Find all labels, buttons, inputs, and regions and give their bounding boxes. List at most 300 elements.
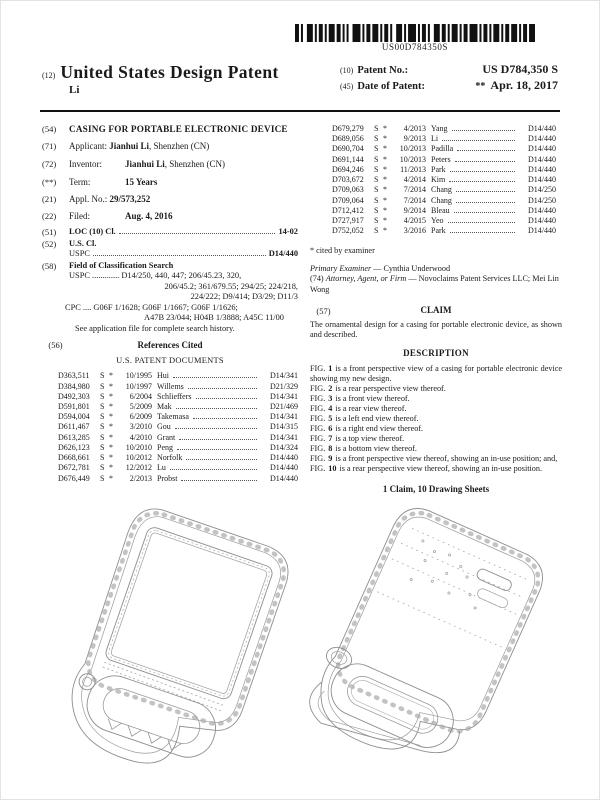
ref-kind-code: S xyxy=(374,124,379,133)
figure-text: is a bottom view thereof. xyxy=(335,444,417,454)
ref-date: 3/2010 xyxy=(129,422,152,432)
ref-date: 4/2013 xyxy=(403,124,426,133)
attorney-name: — Novoclaims Patent Services LLC; Mei Lin Wong xyxy=(310,274,559,294)
ref-number: D709,064 xyxy=(332,195,364,205)
ref-inventor: Chang xyxy=(431,185,452,195)
ref-inventor: Chang xyxy=(431,195,452,205)
ref-cited-marker: * xyxy=(383,154,387,164)
reference-row xyxy=(332,134,556,144)
term-label: Term: xyxy=(69,176,91,187)
us-patent-documents-heading: U.S. PATENT DOCUMENTS xyxy=(116,356,224,366)
ref-inventor: Schlieffers xyxy=(157,391,192,401)
primary-examiner-line xyxy=(310,264,562,275)
field-72-num: (72) xyxy=(42,158,57,169)
ref-kind-code: S xyxy=(374,216,379,226)
field-22-num: (22) xyxy=(42,211,57,222)
ref-cited-marker: * xyxy=(383,216,387,226)
ref-kind-code: S xyxy=(100,432,105,442)
invention-title: CASING FOR PORTABLE ELECTRONIC DEVICE xyxy=(69,124,288,134)
figure-number: 1 xyxy=(328,364,333,374)
ref-classification: D14/440 xyxy=(270,463,298,473)
ref-cited-marker: * xyxy=(383,185,387,195)
ref-number: D384,980 xyxy=(58,381,90,391)
field-57-num: (57) xyxy=(316,305,331,316)
figure-label: FIG. xyxy=(310,394,326,404)
barcode-text: US00D784350S xyxy=(381,42,449,52)
ref-date: 10/2010 xyxy=(125,442,152,452)
us-patent-documents-table-right xyxy=(332,124,556,237)
ref-cited-marker: * xyxy=(109,371,113,381)
figure-description xyxy=(310,424,562,434)
date-of-patent-value: Apr. 18, 2017 xyxy=(490,77,558,92)
ref-inventor: Gou xyxy=(157,422,171,432)
ref-inventor: Park xyxy=(431,226,446,236)
inventor-surname: Li xyxy=(69,84,80,96)
search-line: 206/45.2; 361/679.55; 294/25; 224/218, xyxy=(164,281,298,291)
ref-number: D613,285 xyxy=(58,432,90,442)
ref-number: D691,144 xyxy=(332,154,364,164)
figure-text: is a left end view thereof. xyxy=(335,414,419,424)
applicant-name: Jianhui Li xyxy=(109,141,150,152)
figure-label: FIG. xyxy=(310,384,326,394)
ref-number: D690,704 xyxy=(332,144,364,154)
figure-label: FIG. xyxy=(310,454,326,464)
figure-label: FIG. xyxy=(310,424,326,434)
figure-number: 3 xyxy=(328,394,333,404)
header-left xyxy=(42,62,279,96)
ref-cited-marker: * xyxy=(109,473,113,483)
ref-inventor: Li xyxy=(431,134,439,144)
ref-kind-code: S xyxy=(374,226,379,236)
ref-date: 9/2013 xyxy=(403,134,426,144)
ref-classification: D14/341 xyxy=(270,391,298,401)
figure-text: is a rear perspective view thereof, showing an in-use position. xyxy=(339,464,543,474)
ref-number: D676,449 xyxy=(58,473,90,483)
ref-number: D709,063 xyxy=(332,185,364,195)
ref-cited-marker: * xyxy=(109,453,113,463)
dotted-leader xyxy=(176,408,257,409)
ref-date: 7/2014 xyxy=(403,185,426,195)
ref-cited-marker: * xyxy=(109,422,113,432)
figure-label: FIG. xyxy=(310,404,326,414)
reference-row xyxy=(58,392,298,402)
dotted-leader xyxy=(456,191,515,192)
reference-row xyxy=(332,144,556,154)
reference-row xyxy=(332,206,556,216)
ref-date: 6/2004 xyxy=(129,391,152,401)
figure-description xyxy=(310,444,562,454)
figure-description xyxy=(310,404,562,414)
ref-date: 10/2013 xyxy=(399,144,426,154)
description-heading: DESCRIPTION xyxy=(403,347,469,358)
date-label: Date of Patent: xyxy=(357,80,425,92)
applicant-line xyxy=(69,141,298,152)
figure-text: is a right end view thereof. xyxy=(335,424,424,434)
appl-no-value: 29/573,252 xyxy=(109,194,151,205)
ref-kind-code: S xyxy=(374,154,379,164)
ref-number: D727,917 xyxy=(332,216,364,226)
header xyxy=(42,62,558,96)
reference-row xyxy=(58,463,298,473)
ref-number: D703,672 xyxy=(332,175,364,185)
figure-number: 4 xyxy=(328,404,333,414)
ref-inventor: Grant xyxy=(157,432,176,442)
ref-kind-code: S xyxy=(374,144,379,154)
figure-text: is a rear perspective view thereof. xyxy=(335,384,446,394)
ref-classification: D14/440 xyxy=(270,473,298,483)
search-line: See application file for complete search history. xyxy=(75,323,235,333)
dotted-leader xyxy=(170,469,257,470)
search-line: 224/222; D9/414; D3/29; D11/3 xyxy=(190,292,298,302)
ref-classification: D14/440 xyxy=(528,164,556,174)
uspc-line xyxy=(69,249,298,259)
ref-date: 7/2014 xyxy=(403,195,426,205)
ref-classification: D14/440 xyxy=(528,134,556,144)
ref-date: 6/2009 xyxy=(129,412,152,422)
ref-date: 10/1995 xyxy=(125,371,152,381)
inventor-label: Inventor: xyxy=(69,158,102,169)
dotted-leader xyxy=(456,202,515,203)
reference-row xyxy=(332,185,556,195)
dotted-leader xyxy=(177,449,257,450)
ref-cited-marker: * xyxy=(109,463,113,473)
attorney-line xyxy=(310,274,562,295)
ref-inventor: Probst xyxy=(157,473,178,483)
figure-label: FIG. xyxy=(310,444,326,454)
applicant-rest: , Shenzhen (CN) xyxy=(149,141,210,152)
ref-number: D594,004 xyxy=(58,412,90,422)
ref-inventor: Hui xyxy=(157,371,169,381)
reference-row xyxy=(332,196,556,206)
ref-kind-code: S xyxy=(100,422,105,432)
reference-row xyxy=(58,443,298,453)
ref-cited-marker: * xyxy=(109,391,113,401)
figure-description xyxy=(310,434,562,444)
ref-inventor: Kim xyxy=(431,175,446,185)
right-column xyxy=(310,124,562,495)
ref-date: 9/2014 xyxy=(403,205,426,215)
ref-cited-marker: * xyxy=(383,205,387,215)
ref-kind-code: S xyxy=(374,185,379,195)
ref-number: D672,781 xyxy=(58,463,90,473)
reference-row xyxy=(332,216,556,226)
ref-classification: D21/329 xyxy=(270,381,298,391)
drawing-sheet xyxy=(0,494,600,800)
ref-number: D611,467 xyxy=(58,422,90,432)
term-stars: ** xyxy=(475,80,486,92)
figure-text: is a front perspective view thereof, showing an in-use position; and, xyxy=(335,454,558,464)
ref-classification: D14/440 xyxy=(528,124,556,133)
primary-examiner-label: Primary Examiner xyxy=(310,263,372,273)
figure-number: 8 xyxy=(328,444,333,454)
inventor-rest: , Shenzhen (CN) xyxy=(164,158,226,169)
ref-classification: D14/324 xyxy=(270,442,298,452)
ref-kind-code: S xyxy=(100,391,105,401)
field-74-num: (74) xyxy=(310,274,324,284)
ref-number: D363,511 xyxy=(58,371,90,381)
reference-row xyxy=(58,402,298,412)
ref-date: 11/2013 xyxy=(400,164,426,174)
ref-inventor: Willems xyxy=(157,381,184,391)
ref-inventor: Bleau xyxy=(431,205,450,215)
reference-row xyxy=(58,412,298,422)
ref-inventor: Norfolk xyxy=(157,453,183,463)
ref-classification: D14/440 xyxy=(528,226,556,236)
ref-number: D689,056 xyxy=(332,134,364,144)
dotted-leader xyxy=(457,150,515,151)
filed-line xyxy=(69,211,298,222)
reference-row xyxy=(58,382,298,392)
ref-date: 10/1997 xyxy=(125,381,152,391)
ref-cited-marker: * xyxy=(383,134,387,144)
ref-kind-code: S xyxy=(374,134,379,144)
ref-classification: D14/341 xyxy=(270,432,298,442)
filed-value: Aug. 4, 2016 xyxy=(125,211,173,222)
ref-number: D694,246 xyxy=(332,164,364,174)
patent-drawing-rear-perspective xyxy=(296,494,556,800)
dotted-leader xyxy=(179,439,257,440)
claim-summary: 1 Claim, 10 Drawing Sheets xyxy=(382,484,490,495)
header-divider xyxy=(40,110,560,112)
figure-number: 10 xyxy=(328,464,337,474)
ref-inventor: Takemasa xyxy=(157,412,189,422)
reference-row xyxy=(58,371,298,381)
patent-no-label: Patent No.: xyxy=(357,65,409,76)
reference-row xyxy=(58,433,298,443)
figure-description xyxy=(310,414,562,424)
figure-description xyxy=(310,364,562,384)
applicant-label: Applicant: xyxy=(69,141,107,152)
ref-classification: D14/341 xyxy=(270,412,298,422)
ref-classification: D14/250 xyxy=(528,195,556,205)
ref-cited-marker: * xyxy=(109,381,113,391)
ref-cited-marker: * xyxy=(109,402,113,412)
ref-cited-marker: * xyxy=(109,432,113,442)
appl-no-label: Appl. No.: xyxy=(69,194,108,205)
reference-row xyxy=(58,422,298,432)
field-58-num: (58) xyxy=(42,261,57,272)
ref-cited-marker: * xyxy=(383,175,387,185)
ref-kind-code: S xyxy=(374,175,379,185)
ref-classification: D14/440 xyxy=(528,144,556,154)
uspc-label: USPC xyxy=(69,249,90,259)
date-prefix: (45) xyxy=(340,81,354,91)
figure-label: FIG. xyxy=(310,364,326,374)
ref-inventor: Peng xyxy=(157,442,173,452)
field-21-num: (21) xyxy=(42,194,57,205)
barcode-block xyxy=(295,24,535,52)
ref-classification: D14/341 xyxy=(270,371,298,381)
reference-row xyxy=(332,124,556,134)
patent-no-prefix: (10) xyxy=(340,66,354,75)
figure-text: is a front view thereof. xyxy=(335,394,410,404)
ref-date: 12/2012 xyxy=(125,463,152,473)
dotted-leader xyxy=(186,459,257,460)
ref-number: D591,801 xyxy=(58,402,90,412)
loc-label: LOC (10) Cl. xyxy=(69,227,116,237)
dotted-leader xyxy=(450,232,515,233)
ref-classification: D14/440 xyxy=(270,453,298,463)
left-column xyxy=(42,124,298,484)
dotted-leader xyxy=(452,130,515,131)
filed-label: Filed: xyxy=(69,211,91,222)
ref-number: D492,303 xyxy=(58,391,90,401)
figure-label: FIG. xyxy=(310,414,326,424)
ref-kind-code: S xyxy=(100,402,105,412)
figure-label: FIG. xyxy=(310,464,326,474)
cited-by-examiner-note: * cited by examiner xyxy=(310,245,375,255)
reference-row xyxy=(58,474,298,484)
ref-kind-code: S xyxy=(100,463,105,473)
ref-classification: D14/315 xyxy=(270,422,298,432)
field-of-search-label: Field of Classification Search xyxy=(69,261,174,271)
dotted-leader xyxy=(448,222,515,223)
ref-kind-code: S xyxy=(100,412,105,422)
kind-code-prefix: (12) xyxy=(42,71,56,80)
dotted-leader xyxy=(449,181,515,182)
term-num: (**) xyxy=(42,176,57,187)
date-of-patent xyxy=(475,78,558,94)
appl-no-line xyxy=(69,194,298,205)
dotted-leader xyxy=(188,388,257,389)
reference-row xyxy=(58,453,298,463)
figure-text: is a top view thereof. xyxy=(335,434,405,444)
loc-class-line xyxy=(69,227,298,237)
field-52-num: (52) xyxy=(42,239,57,250)
figure-description xyxy=(310,384,562,394)
claim-text: The ornamental design for a casing for portable electronic device, as shown and described. xyxy=(310,319,562,339)
claim-heading xyxy=(310,305,562,316)
ref-date: 5/2009 xyxy=(129,402,152,412)
ref-date: 10/2013 xyxy=(399,154,426,164)
ref-date: 4/2015 xyxy=(403,216,426,226)
ref-inventor: Mak xyxy=(157,402,172,412)
ref-date: 2/2013 xyxy=(129,473,152,483)
dotted-leader xyxy=(181,480,257,481)
dotted-leader xyxy=(442,140,515,141)
search-line: USPC ............. D14/250, 440, 447; 206/45.23, 320, xyxy=(69,271,242,281)
figure-number: 7 xyxy=(328,434,333,444)
figure-description xyxy=(310,394,562,404)
reference-row xyxy=(332,155,556,165)
figure-number: 6 xyxy=(328,424,333,434)
barcode-icon xyxy=(295,24,535,42)
ref-kind-code: S xyxy=(100,453,105,463)
figure-label: FIG. xyxy=(310,434,326,444)
ref-cited-marker: * xyxy=(109,412,113,422)
attorney-label: Attorney, Agent, or Firm xyxy=(325,274,407,284)
field-54-num: (54) xyxy=(42,124,57,134)
ref-inventor: Yeo xyxy=(431,216,444,226)
ref-classification: D14/250 xyxy=(528,185,556,195)
ref-kind-code: S xyxy=(374,205,379,215)
dotted-leader xyxy=(454,212,515,213)
ref-kind-code: S xyxy=(100,473,105,483)
search-line: CPC .... G06F 1/1628; G06F 1/1667; G06F 1/1626; xyxy=(65,302,238,312)
ref-cited-marker: * xyxy=(383,164,387,174)
header-right xyxy=(340,62,558,96)
ref-number: D712,412 xyxy=(332,205,364,215)
term-value: 15 Years xyxy=(125,176,158,187)
ref-kind-code: S xyxy=(100,381,105,391)
ref-inventor: Padilla xyxy=(431,144,454,154)
dotted-leader xyxy=(450,171,515,172)
figure-description-list xyxy=(310,364,562,474)
field-51-num: (51) xyxy=(42,227,57,238)
inventor-line xyxy=(69,159,298,170)
references-cited-heading xyxy=(42,340,298,351)
ref-cited-marker: * xyxy=(109,442,113,452)
ref-cited-marker: * xyxy=(383,195,387,205)
ref-kind-code: S xyxy=(100,371,105,381)
ref-kind-code: S xyxy=(374,195,379,205)
ref-classification: D21/469 xyxy=(270,402,298,412)
reference-row xyxy=(332,165,556,175)
ref-inventor: Park xyxy=(431,164,446,174)
us-cl-block xyxy=(69,239,298,259)
dotted-leader xyxy=(119,233,276,234)
dotted-leader xyxy=(173,377,257,378)
patent-drawing-front-perspective xyxy=(56,494,296,800)
ref-cited-marker: * xyxy=(383,226,387,236)
ref-cited-marker: * xyxy=(383,124,387,133)
reference-row xyxy=(332,175,556,185)
figure-number: 9 xyxy=(328,454,333,464)
ref-kind-code: S xyxy=(100,442,105,452)
ref-classification: D14/440 xyxy=(528,216,556,226)
ref-number: D752,052 xyxy=(332,226,364,236)
figure-number: 5 xyxy=(328,414,333,424)
dotted-leader xyxy=(193,418,257,419)
ref-classification: D14/440 xyxy=(528,175,556,185)
figure-text: is a rear view thereof. xyxy=(335,404,407,414)
ref-date: 4/2014 xyxy=(403,175,426,185)
uspc-value: D14/440 xyxy=(268,249,298,259)
figure-text: is a front perspective view of a casing for portable electronic device showing my new design. xyxy=(310,364,562,384)
ref-number: D668,661 xyxy=(58,453,90,463)
term-line xyxy=(69,177,298,188)
ref-date: 10/2012 xyxy=(125,453,152,463)
patent-no-value: US D784,350 S xyxy=(482,62,558,76)
references-cited-title: References Cited xyxy=(137,340,203,351)
search-line: A47B 23/044; H04B 1/3888; A45C 11/00 xyxy=(144,313,284,323)
ref-kind-code: S xyxy=(374,164,379,174)
ref-cited-marker: * xyxy=(383,144,387,154)
field-56-num: (56) xyxy=(48,340,63,351)
figure-description xyxy=(310,464,562,474)
ref-classification: D14/440 xyxy=(528,154,556,164)
ref-number: D679,279 xyxy=(332,124,364,133)
ref-classification: D14/440 xyxy=(528,205,556,215)
us-cl-label: U.S. Cl. xyxy=(69,239,97,249)
ref-inventor: Yang xyxy=(431,124,448,133)
primary-examiner-name: — Cynthia Underwood xyxy=(373,263,451,273)
loc-value: 14-02 xyxy=(278,227,298,237)
ref-date: 3/2016 xyxy=(403,226,426,236)
reference-row xyxy=(332,226,556,236)
ref-inventor: Lu xyxy=(157,463,166,473)
dotted-leader xyxy=(455,161,515,162)
dotted-leader xyxy=(196,398,257,399)
us-patent-documents-table-left xyxy=(58,371,298,484)
figure-number: 2 xyxy=(328,384,333,394)
dotted-leader xyxy=(93,255,266,256)
page-title: United States Design Patent xyxy=(60,62,279,82)
field-71-num: (71) xyxy=(42,141,57,152)
ref-date: 4/2010 xyxy=(129,432,152,442)
figure-description xyxy=(310,454,562,464)
claim-title: CLAIM xyxy=(420,304,452,315)
